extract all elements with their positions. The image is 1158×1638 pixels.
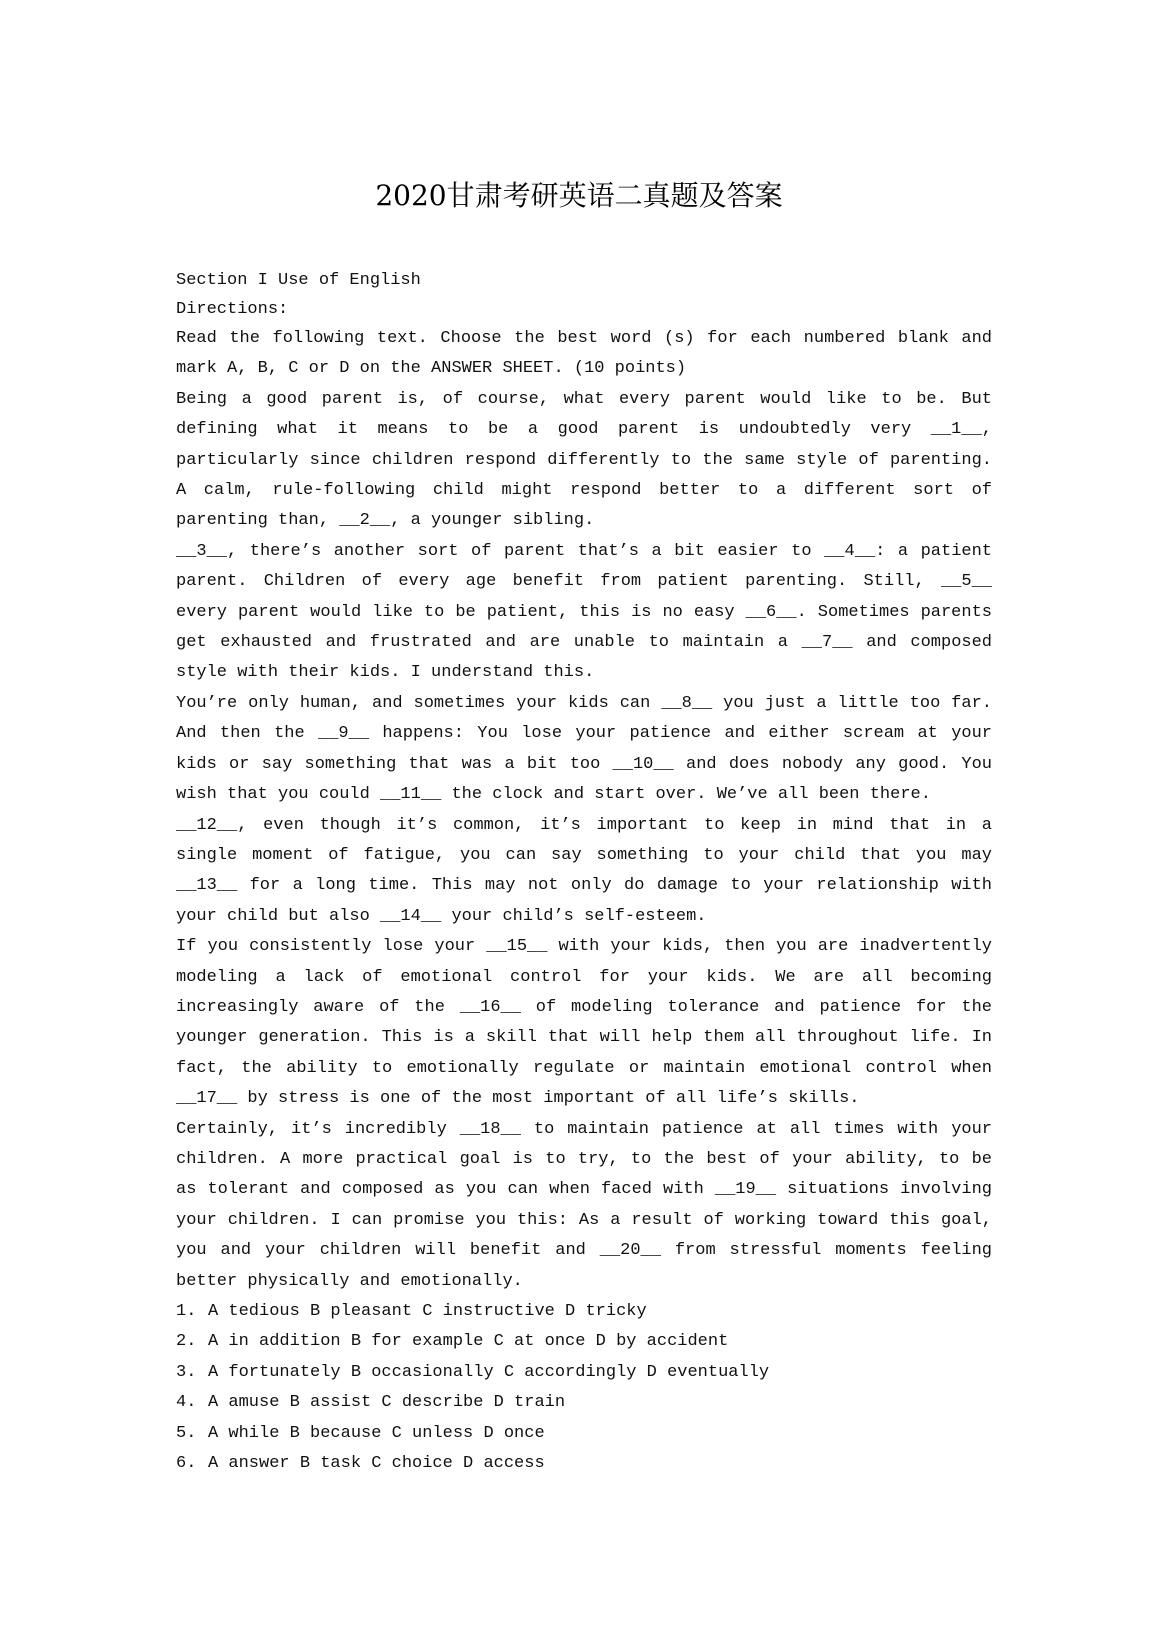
question-options: A in addition B for example C at once D by accident (208, 1332, 729, 1352)
question-number: 6. (176, 1454, 197, 1474)
question-number: 3. (176, 1362, 197, 1382)
passage-paragraph: Certainly, it’s incredibly __18__ to maintain patience at all times with your children. A more practical goal is to try, to the best of your ability, to be as tolerant and composed as you can when faced with __19__ situations involving your children. I can promise you this: As a result of working toward this goal, you and your children will benefit and __20__ from stressful moments feeling better physically and emotionally. (176, 1119, 992, 1291)
question-list (176, 1297, 992, 1479)
question-number: 4. (176, 1393, 197, 1413)
question-item (176, 1297, 992, 1327)
directions-label: Directions: (176, 300, 289, 319)
question-options: A fortunately B occasionally C accordingly D eventually (208, 1362, 770, 1382)
document-body (176, 266, 992, 1479)
question-options: A tedious B pleasant C instructive D tricky (208, 1302, 647, 1321)
question-options: A answer B task C choice D access (208, 1454, 545, 1474)
question-item (176, 1419, 992, 1449)
passage-paragraph: __3__, there’s another sort of parent that’s a bit easier to __4__: a patient parent. Children of every age benefit from patient parenting. Still, __5__ every parent would like to be patient, this is no easy __6__. Sometimes parents get exhausted and frustrated and are unable to maintain a __7__ and composed style with their kids. I understand this. (176, 541, 992, 683)
question-item (176, 1449, 992, 1479)
section-heading: Section I Use of English (176, 271, 421, 290)
question-item (176, 1327, 992, 1357)
question-options: A while B because C unless D once (208, 1423, 545, 1443)
question-item (176, 1388, 992, 1418)
passage-paragraph: __12__, even though it’s common, it’s important to keep in mind that in a single moment of fatigue, you can say something to your child that you may __13__ for a long time. This may not only do damage to your relationship with your child but also __14__ your child’s self-esteem. (176, 815, 992, 926)
directions-paragraph: Read the following text. Choose the best word (s) for each numbered blank and mark A, B, C or D on the ANSWER SHEET. (10 points) (176, 329, 992, 379)
passage-paragraph: Being a good parent is, of course, what every parent would like to be. But defining what it means to be a good parent is undoubtedly very __1__, particularly since children respond differently to the same style of parenting. A calm, rule-following child might respond better to a different sort of parenting than, __2__, a younger sibling. (176, 389, 992, 531)
passage-paragraph: If you consistently lose your __15__ with your kids, then you are inadvertently modeling a lack of emotional control for your kids. We are all becoming increasingly aware of the __16__ of modeling tolerance and patience for the younger generation. This is a skill that will help them all throughout life. In fact, the ability to emotionally regulate or maintain emotional control when __17__ by stress is one of the most important of all life’s skills. (176, 937, 992, 1109)
question-options: A amuse B assist C describe D train (208, 1393, 566, 1413)
page-title: 2020甘肃考研英语二真题及答案 (375, 179, 783, 212)
question-number: 5. (176, 1423, 197, 1443)
passage-paragraph: You’re only human, and sometimes your kids can __8__ you just a little too far. And then the __9__ happens: You lose your patience and either scream at your kids or say something that was a bit too __10__ and does nobody any good. You wish that you could __11__ the clock and start over. We’ve all been there. (176, 693, 992, 805)
question-number: 1. (176, 1302, 197, 1321)
question-number: 2. (176, 1332, 197, 1352)
question-item (176, 1358, 992, 1388)
